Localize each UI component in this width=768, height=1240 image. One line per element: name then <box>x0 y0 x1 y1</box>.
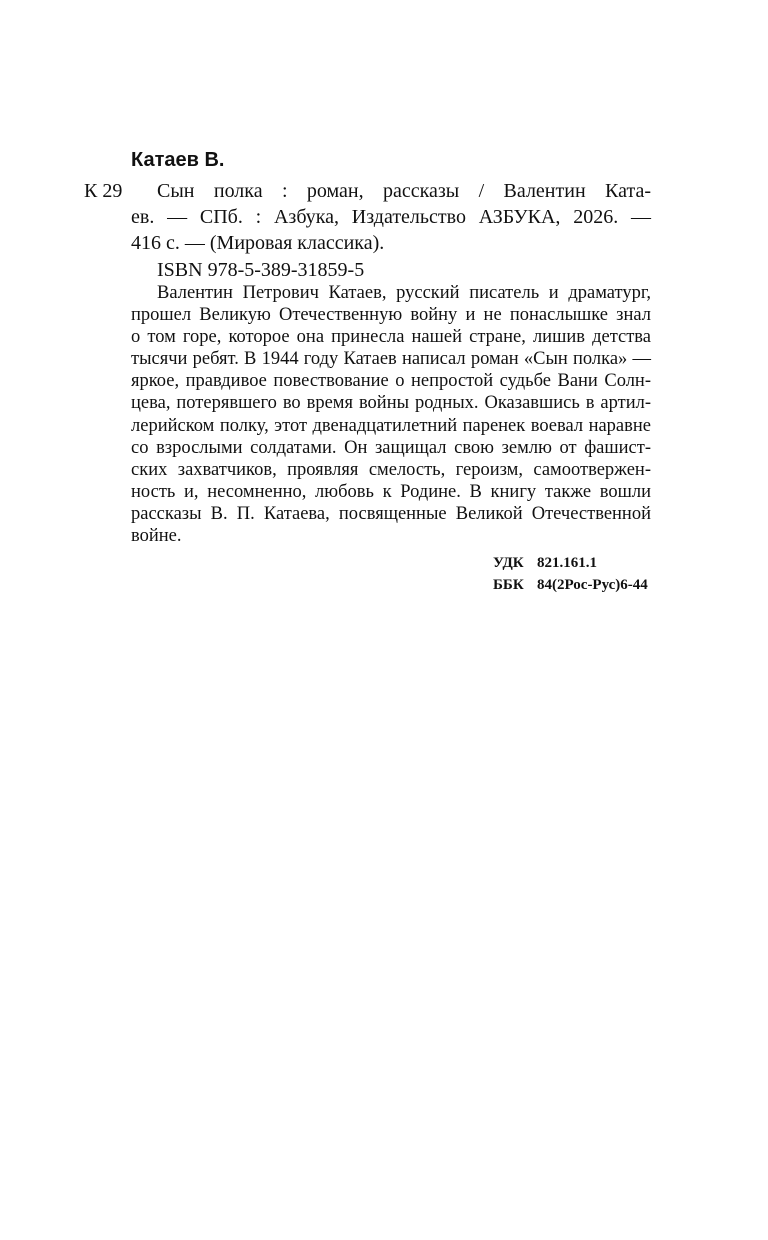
author-heading: Катаев В. <box>131 149 225 171</box>
bibliographic-line: Сын полка : роман, рассказы / Валентин Ката- <box>157 180 651 202</box>
annotation-line: со взрослыми солдатами. Он защищал свою землю от фашист- <box>131 438 651 458</box>
annotation-line: ность и, несомненно, любовь к Родине. В книгу также вошли <box>131 482 651 502</box>
annotation-line: рассказы В. П. Катаева, посвященные Великой Отечественной <box>131 504 651 524</box>
annotation-line: тысячи ребят. В 1944 году Катаев написал роман «Сын полка» — <box>131 349 651 369</box>
annotation-line: прошел Великую Отечественную войну и не понаслышке знал <box>131 305 651 325</box>
annotation-line: ских захватчиков, проявляя смелость, героизм, самоотвержен- <box>131 460 651 480</box>
annotation-line: лерийском полку, этот двенадцатилетний паренек воевал наравне <box>131 416 651 436</box>
isbn-line: ISBN 978-5-389-31859-5 <box>157 259 365 281</box>
udk-value: 821.161.1 <box>537 555 597 571</box>
annotation-line: яркое, правдивое повествование о непростой судьбе Вани Солн- <box>131 371 651 391</box>
bbk-value: 84(2Рос-Рус)6-44 <box>537 577 648 593</box>
annotation-line: войне. <box>131 526 182 546</box>
bibliographic-line: ев. — СПб. : Азбука, Издательство АЗБУКА, 2026. — <box>131 206 651 228</box>
annotation-line: о том горе, которое она принесла нашей стране, лишив детства <box>131 327 651 347</box>
bbk-label: ББК <box>493 577 524 593</box>
udk-classification <box>493 552 597 574</box>
bibliographic-line: 416 с. — (Мировая классика). <box>131 232 385 254</box>
bbk-classification <box>493 574 648 596</box>
udk-label: УДК <box>493 555 524 571</box>
catalog-code: К 29 <box>84 180 123 202</box>
annotation-line: Валентин Петрович Катаев, русский писатель и драматург, <box>157 283 651 303</box>
annotation-line: цева, потерявшего во время войны родных. Оказавшись в артил- <box>131 393 651 413</box>
